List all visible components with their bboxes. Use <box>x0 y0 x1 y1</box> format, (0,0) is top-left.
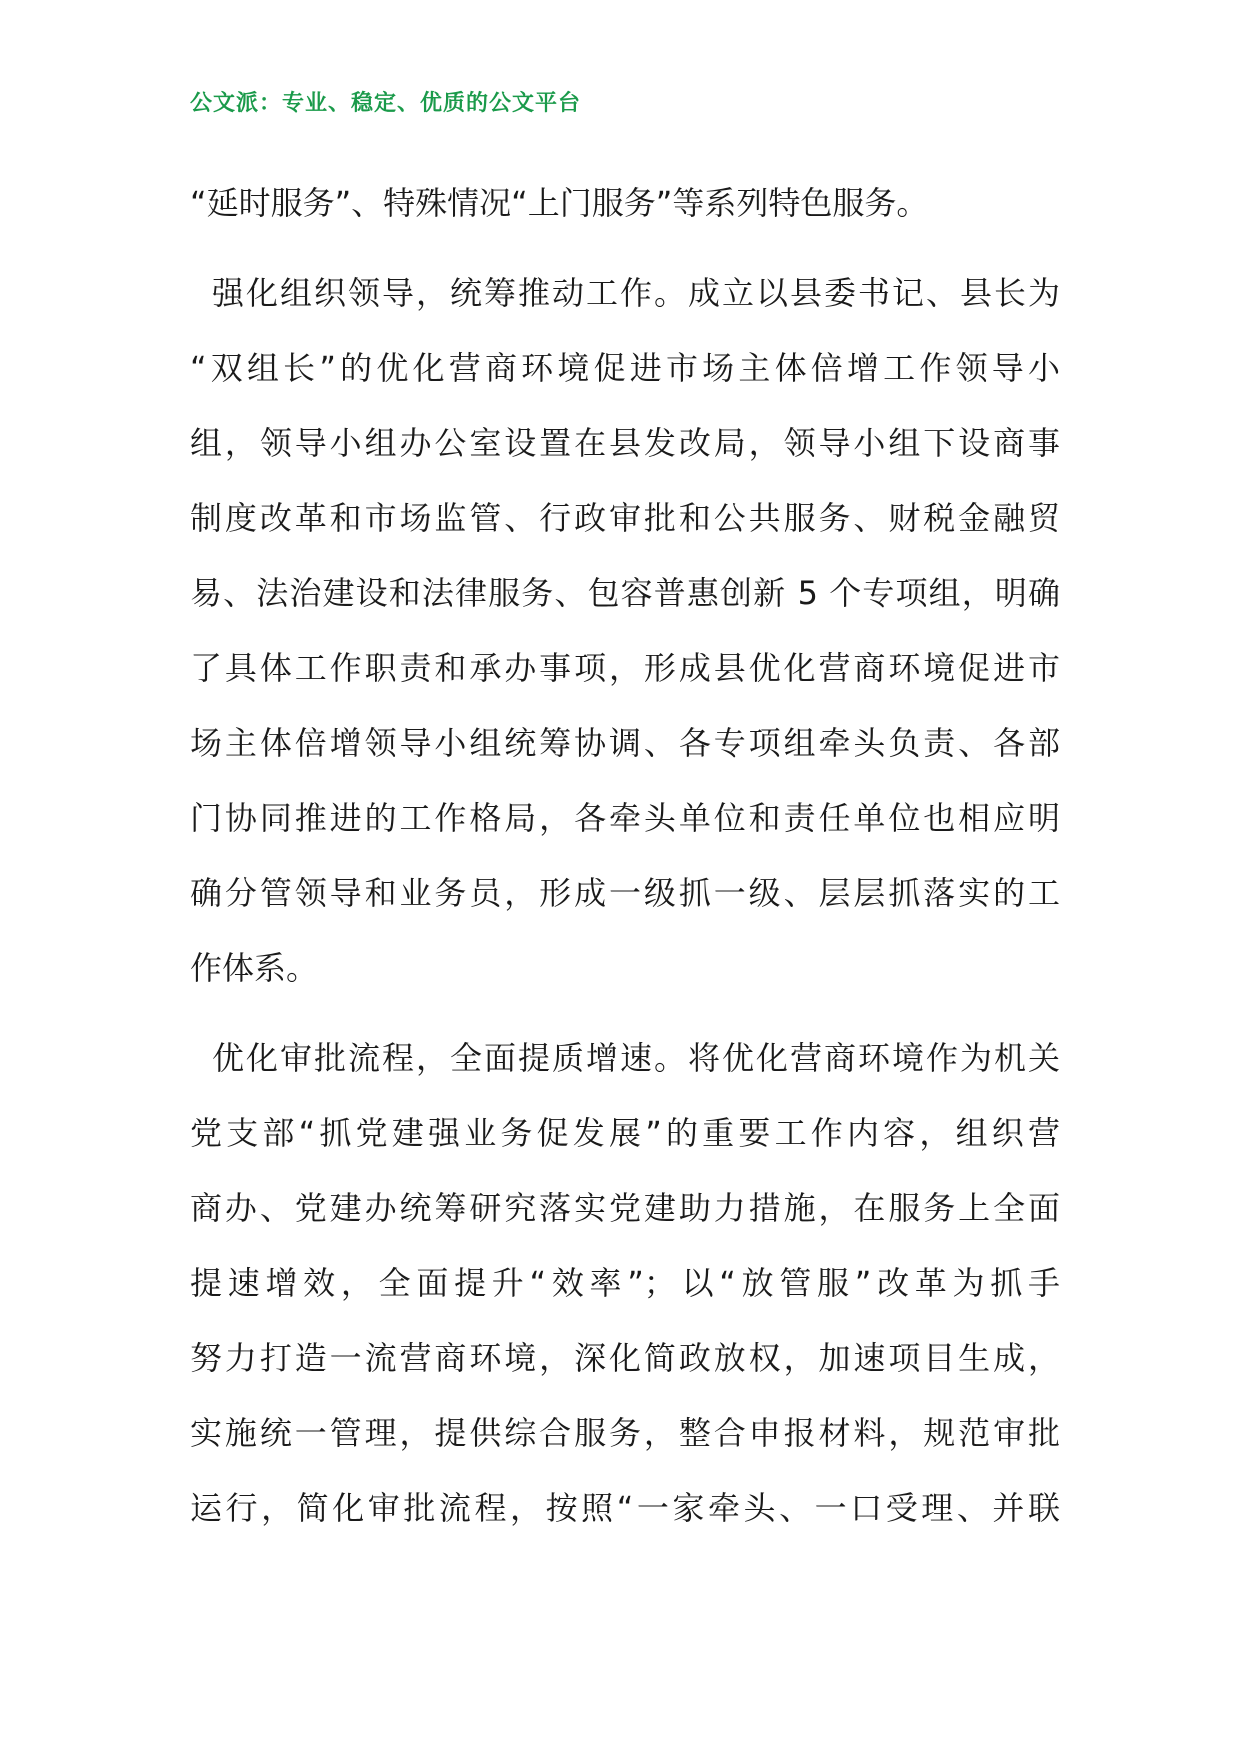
text-line: “双组长”的优化营商环境促进市场主体倍增工作领导小 <box>190 349 1060 387</box>
text-line: 组，领导小组办公室设置在县发改局，领导小组下设商事 <box>190 424 1060 462</box>
text-line: 了具体工作职责和承办事项，形成县优化营商环境促进市 <box>190 649 1060 687</box>
paragraph-3 <box>190 1021 1060 1546</box>
text-line: 商办、党建办统筹研究落实党建助力措施，在服务上全面 <box>190 1189 1060 1227</box>
text-line: 场主体倍增领导小组统筹协调、各专项组牵头负责、各部 <box>190 724 1060 762</box>
text-line: 运行，简化审批流程，按照“一家牵头、一口受理、并联 <box>190 1489 1060 1527</box>
text-line: 制度改革和市场监管、行政审批和公共服务、财税金融贸 <box>190 499 1060 537</box>
text-line: 提速增效，全面提升“效率”；以“放管服”改革为抓手 <box>190 1264 1060 1302</box>
header-banner: 公文派：专业、稳定、优质的公文平台 <box>190 91 582 116</box>
text-line: 努力打造一流营商环境，深化简政放权，加速项目生成， <box>190 1339 1060 1377</box>
paragraph-1 <box>190 166 1060 241</box>
text-line: 强化组织领导，统筹推动工作。成立以县委书记、县长为 <box>212 274 1060 312</box>
text-line: 党支部“抓党建强业务促发展”的重要工作内容，组织营 <box>190 1114 1060 1152</box>
text-line: 易、法治建设和法律服务、包容普惠创新 5 个专项组，明确 <box>190 574 1060 612</box>
document-body <box>190 166 1060 1546</box>
text-line: 门协同推进的工作格局，各牵头单位和责任单位也相应明 <box>190 799 1060 837</box>
text-line: 作体系。 <box>190 949 319 987</box>
paragraph-2 <box>190 256 1060 1006</box>
text-line: 确分管领导和业务员，形成一级抓一级、层层抓落实的工 <box>190 874 1060 912</box>
text-line: “延时服务”、特殊情况“上门服务”等系列特色服务。 <box>190 184 929 222</box>
text-line: 优化审批流程，全面提质增速。将优化营商环境作为机关 <box>212 1039 1060 1077</box>
text-line: 实施统一管理，提供综合服务，整合申报材料，规范审批 <box>190 1414 1060 1452</box>
